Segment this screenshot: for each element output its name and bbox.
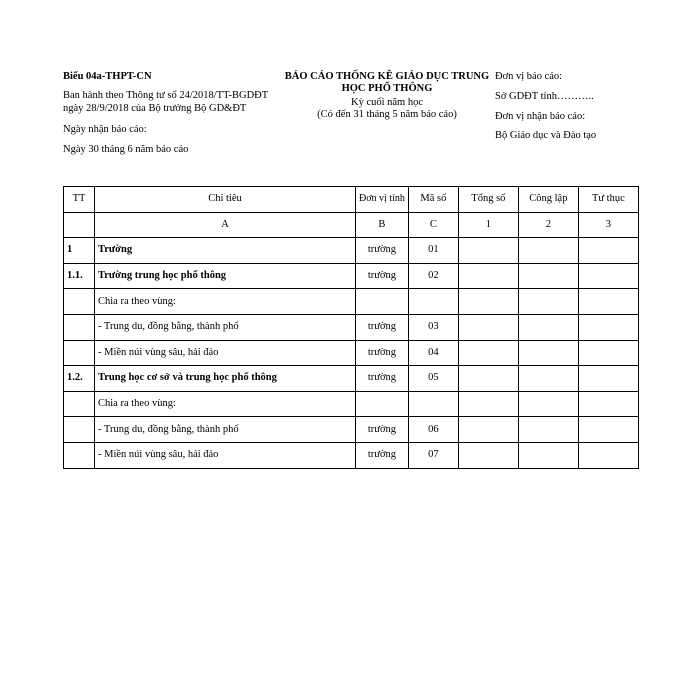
table-row	[64, 417, 639, 443]
row-public-cell[interactable]	[518, 366, 578, 392]
table-row	[64, 366, 639, 392]
row-tt-cell	[64, 417, 95, 443]
row-private-cell[interactable]	[578, 314, 638, 340]
reporting-unit-label: Đơn vị báo cáo:	[495, 71, 563, 82]
table-header-row	[64, 187, 639, 213]
col-header-unit: Đơn vị tính	[356, 187, 409, 213]
row-total-cell[interactable]	[458, 442, 518, 468]
row-code-cell: 06	[408, 417, 458, 443]
row-private-cell[interactable]	[578, 238, 638, 264]
row-public-cell[interactable]	[518, 442, 578, 468]
row-code-cell: 04	[408, 340, 458, 366]
row-tt-cell	[64, 340, 95, 366]
statistics-table	[63, 186, 639, 469]
row-code-cell: 02	[408, 263, 458, 289]
receive-date-value: Ngày 30 tháng 6 năm báo cáo	[63, 144, 189, 155]
row-indicator-cell: - Miền núi vùng sâu, hải đảo	[95, 442, 356, 468]
row-unit-cell: trường	[356, 238, 409, 264]
row-indicator-cell: Trung học cơ sở và trung học phổ thông	[95, 366, 356, 392]
row-code-cell: 05	[408, 366, 458, 392]
row-unit-cell: trường	[356, 314, 409, 340]
row-public-cell[interactable]	[518, 314, 578, 340]
receiving-unit-label: Đơn vị nhận báo cáo:	[495, 111, 586, 122]
row-tt-cell: 1	[64, 238, 95, 264]
row-total-cell[interactable]	[458, 391, 518, 417]
row-private-cell[interactable]	[578, 391, 638, 417]
row-total-cell[interactable]	[458, 289, 518, 315]
row-private-cell[interactable]	[578, 340, 638, 366]
row-public-cell[interactable]	[518, 238, 578, 264]
receive-date-label: Ngày nhận báo cáo:	[63, 124, 147, 135]
subheader-tt	[64, 212, 95, 238]
subheader-a: A	[95, 212, 356, 238]
row-code-cell: 01	[408, 238, 458, 264]
row-private-cell[interactable]	[578, 263, 638, 289]
col-header-private: Tư thục	[578, 187, 638, 213]
subheader-2: 2	[518, 212, 578, 238]
row-public-cell[interactable]	[518, 391, 578, 417]
row-unit-cell	[356, 391, 409, 417]
row-tt-cell: 1.1.	[64, 263, 95, 289]
row-private-cell[interactable]	[578, 442, 638, 468]
row-public-cell[interactable]	[518, 417, 578, 443]
row-private-cell[interactable]	[578, 289, 638, 315]
row-private-cell[interactable]	[578, 417, 638, 443]
row-total-cell[interactable]	[458, 238, 518, 264]
row-tt-cell	[64, 442, 95, 468]
row-indicator-cell: Chia ra theo vùng:	[95, 391, 356, 417]
row-tt-cell: 1.2.	[64, 366, 95, 392]
col-header-total: Tổng số	[458, 187, 518, 213]
row-indicator-cell: Chia ra theo vùng:	[95, 289, 356, 315]
row-tt-cell	[64, 314, 95, 340]
subheader-b: B	[356, 212, 409, 238]
reporting-unit-value: Sở GDĐT tỉnh………..	[495, 91, 594, 102]
col-header-indicator: Chỉ tiêu	[95, 187, 356, 213]
table-row	[64, 263, 639, 289]
row-public-cell[interactable]	[518, 340, 578, 366]
row-code-cell: 07	[408, 442, 458, 468]
receiving-unit-value: Bộ Giáo dục và Đào tạo	[495, 130, 597, 141]
form-code: Biểu 04a-THPT-CN	[63, 71, 152, 82]
legal-basis-line-1: Ban hành theo Thông tư số 24/2018/TT-BGDĐT	[63, 90, 269, 101]
col-header-code: Mã số	[408, 187, 458, 213]
row-tt-cell	[64, 391, 95, 417]
subheader-1: 1	[458, 212, 518, 238]
row-code-cell	[408, 391, 458, 417]
row-private-cell[interactable]	[578, 366, 638, 392]
row-public-cell[interactable]	[518, 289, 578, 315]
row-tt-cell	[64, 289, 95, 315]
row-unit-cell: trường	[356, 366, 409, 392]
row-indicator-cell: - Miền núi vùng sâu, hải đảo	[95, 340, 356, 366]
row-unit-cell	[356, 289, 409, 315]
row-unit-cell: trường	[356, 442, 409, 468]
col-header-public: Công lập	[518, 187, 578, 213]
col-header-tt: TT	[64, 187, 95, 213]
table-row	[64, 289, 639, 315]
row-indicator-cell: - Trung du, đồng bằng, thành phố	[95, 314, 356, 340]
row-public-cell[interactable]	[518, 263, 578, 289]
table-row	[64, 442, 639, 468]
report-period: Kỳ cuối năm học	[350, 97, 424, 108]
report-title-line-2: HỌC PHỔ THÔNG	[341, 83, 433, 94]
row-indicator-cell: Trường	[95, 238, 356, 264]
row-total-cell[interactable]	[458, 417, 518, 443]
legal-basis-line-2: ngày 28/9/2018 của Bộ trưởng Bộ GD&ĐT	[63, 103, 247, 114]
row-total-cell[interactable]	[458, 366, 518, 392]
row-total-cell[interactable]	[458, 340, 518, 366]
row-unit-cell: trường	[356, 340, 409, 366]
subheader-3: 3	[578, 212, 638, 238]
table-row	[64, 314, 639, 340]
row-unit-cell: trường	[356, 263, 409, 289]
report-title-line-1: BÁO CÁO THỐNG KÊ GIÁO DỤC TRUNG	[284, 71, 490, 82]
subheader-c: C	[408, 212, 458, 238]
report-period-note: (Có đến 31 tháng 5 năm báo cáo)	[317, 109, 457, 120]
row-code-cell: 03	[408, 314, 458, 340]
row-unit-cell: trường	[356, 417, 409, 443]
table-subheader-row	[64, 212, 639, 238]
row-indicator-cell: - Trung du, đồng bằng, thành phố	[95, 417, 356, 443]
table-row	[64, 340, 639, 366]
row-indicator-cell: Trường trung học phổ thông	[95, 263, 356, 289]
row-total-cell[interactable]	[458, 314, 518, 340]
table-row	[64, 391, 639, 417]
row-code-cell	[408, 289, 458, 315]
row-total-cell[interactable]	[458, 263, 518, 289]
table-row	[64, 238, 639, 264]
